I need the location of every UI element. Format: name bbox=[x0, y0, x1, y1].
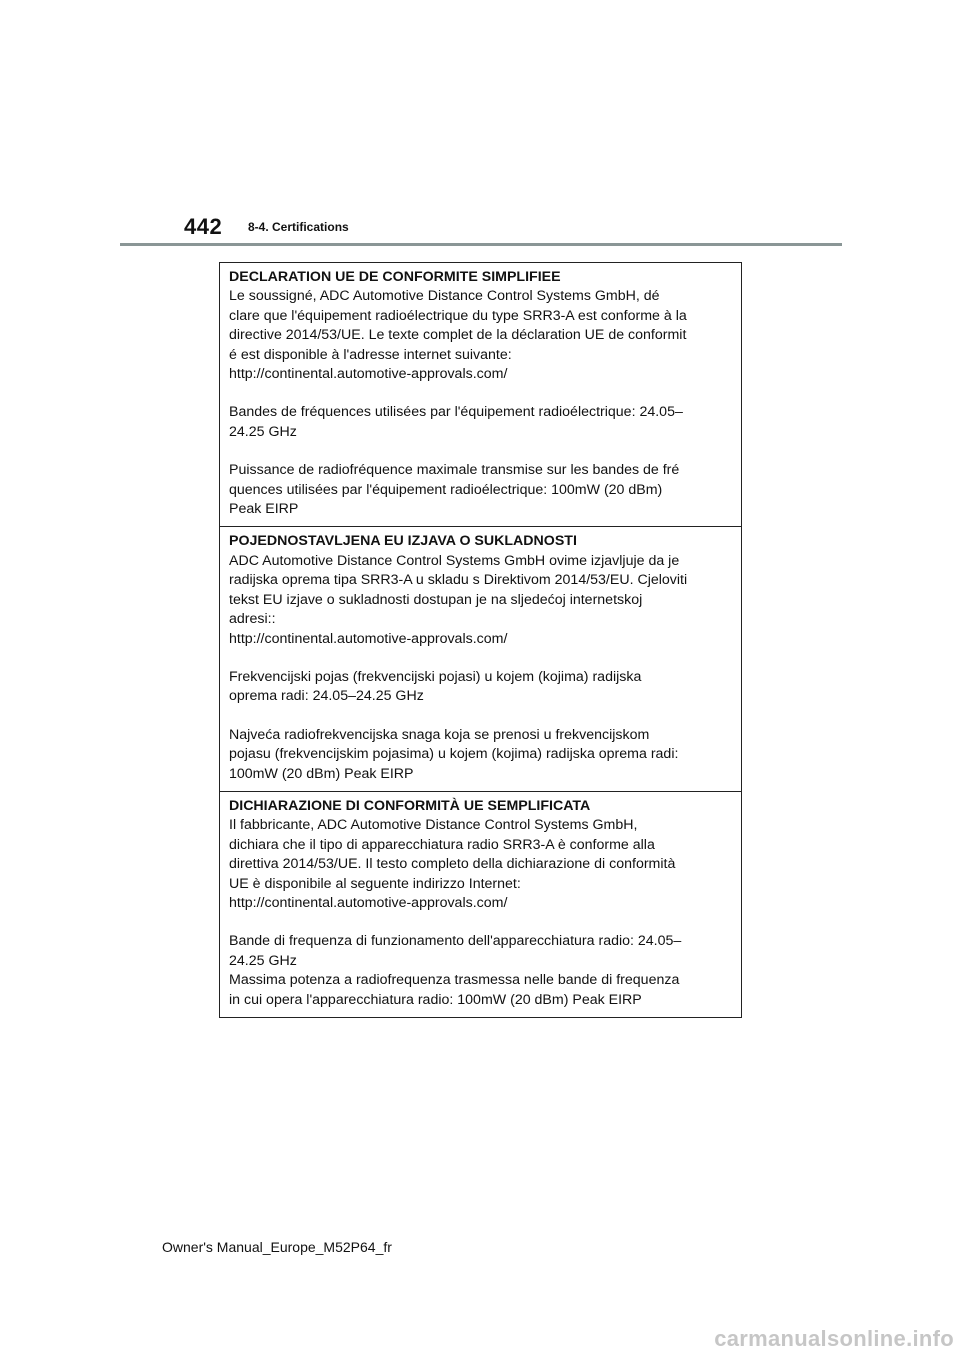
paragraph-gap bbox=[229, 442, 733, 461]
text-line: Bandes de fréquences utilisées par l'équipement radioélectrique: 24.05– bbox=[229, 404, 683, 421]
paragraph-gap bbox=[229, 384, 733, 403]
text-line: clare que l'équipement radioélectrique du type SRR3-A est conforme à la bbox=[229, 307, 687, 324]
text-line: tekst EU izjave o sukladnosti dostupan je na sljedećoj internetskoj bbox=[229, 591, 643, 608]
cert-block-french bbox=[220, 263, 741, 527]
text-line: radijska oprema tipa SRR3-A u skladu s Direktivom 2014/53/EU. Cjeloviti bbox=[229, 572, 688, 589]
text-line: direttiva 2014/53/UE. Il testo completo della dichiarazione di conformità bbox=[229, 856, 676, 873]
text-line: Frekvencijski pojas (frekvencijski pojasi) u kojem (kojima) radijska bbox=[229, 668, 642, 685]
text-line: quences utilisées par l'équipement radioélectrique: 100mW (20 dBm) bbox=[229, 481, 663, 498]
text-line: Le soussigné, ADC Automotive Distance Control Systems GmbH, dé bbox=[229, 288, 660, 305]
text-line: é est disponible à l'adresse internet suivante: bbox=[229, 346, 512, 363]
paragraph-gap bbox=[229, 913, 733, 932]
cert-block-croatian bbox=[220, 527, 741, 791]
cert-block-italian bbox=[220, 792, 741, 1017]
certification-table bbox=[219, 262, 742, 1018]
text-line: pojasu (frekvencijskim pojasima) u kojem (kojima) radijska oprema radi: bbox=[229, 746, 679, 763]
cert-heading: DECLARATION UE DE CONFORMITE SIMPLIFIEE bbox=[229, 269, 561, 285]
text-line: Il fabbricante, ADC Automotive Distance Control Systems GmbH, bbox=[229, 817, 638, 834]
text-line: in cui opera l'apparecchiatura radio: 100mW (20 dBm) Peak EIRP bbox=[229, 991, 642, 1008]
text-line: 24.25 GHz bbox=[229, 423, 297, 440]
text-line: Massima potenza a radiofrequenza trasmessa nelle bande di frequenza bbox=[229, 972, 680, 989]
text-line: 100mW (20 dBm) Peak EIRP bbox=[229, 765, 414, 782]
text-line: oprema radi: 24.05–24.25 GHz bbox=[229, 688, 424, 705]
text-line: Puissance de radiofréquence maximale transmise sur les bandes de fré bbox=[229, 462, 680, 479]
section-title: 8-4. Certifications bbox=[248, 220, 349, 234]
text-line: ADC Automotive Distance Control Systems GmbH ovime izjavljuje da je bbox=[229, 552, 680, 569]
text-line: dichiara che il tipo di apparecchiatura radio SRR3-A è conforme alla bbox=[229, 836, 655, 853]
paragraph-gap bbox=[229, 649, 733, 668]
page-number: 442 bbox=[184, 214, 223, 239]
text-line: 24.25 GHz bbox=[229, 952, 297, 969]
url-line: http://continental.automotive-approvals.com/ bbox=[229, 894, 508, 911]
url-line: http://continental.automotive-approvals.com/ bbox=[229, 630, 508, 647]
text-line: directive 2014/53/UE. Le texte complet de la déclaration UE de conformit bbox=[229, 327, 687, 344]
cert-heading: POJEDNOSTAVLJENA EU IZJAVA O SUKLADNOSTI bbox=[229, 533, 577, 550]
text-line: Bande di frequenza di funzionamento dell'apparecchiatura radio: 24.05– bbox=[229, 933, 682, 950]
text-line: Peak EIRP bbox=[229, 501, 299, 518]
text-line: Najveća radiofrekvencijska snaga koja se prenosi u frekvencijskom bbox=[229, 726, 650, 743]
text-line: adresi:: bbox=[229, 611, 276, 628]
footer-text: Owner's Manual_Europe_M52P64_fr bbox=[162, 1239, 392, 1255]
url-line: http://continental.automotive-approvals.com/ bbox=[229, 366, 508, 383]
text-line: UE è disponibile al seguente indirizzo Internet: bbox=[229, 875, 521, 892]
watermark: carmanualsonline.info bbox=[714, 1326, 954, 1351]
paragraph-gap bbox=[229, 707, 733, 726]
header-divider bbox=[120, 243, 842, 246]
cert-heading: DICHIARAZIONE DI CONFORMITÀ UE SEMPLIFICATA bbox=[229, 797, 591, 814]
